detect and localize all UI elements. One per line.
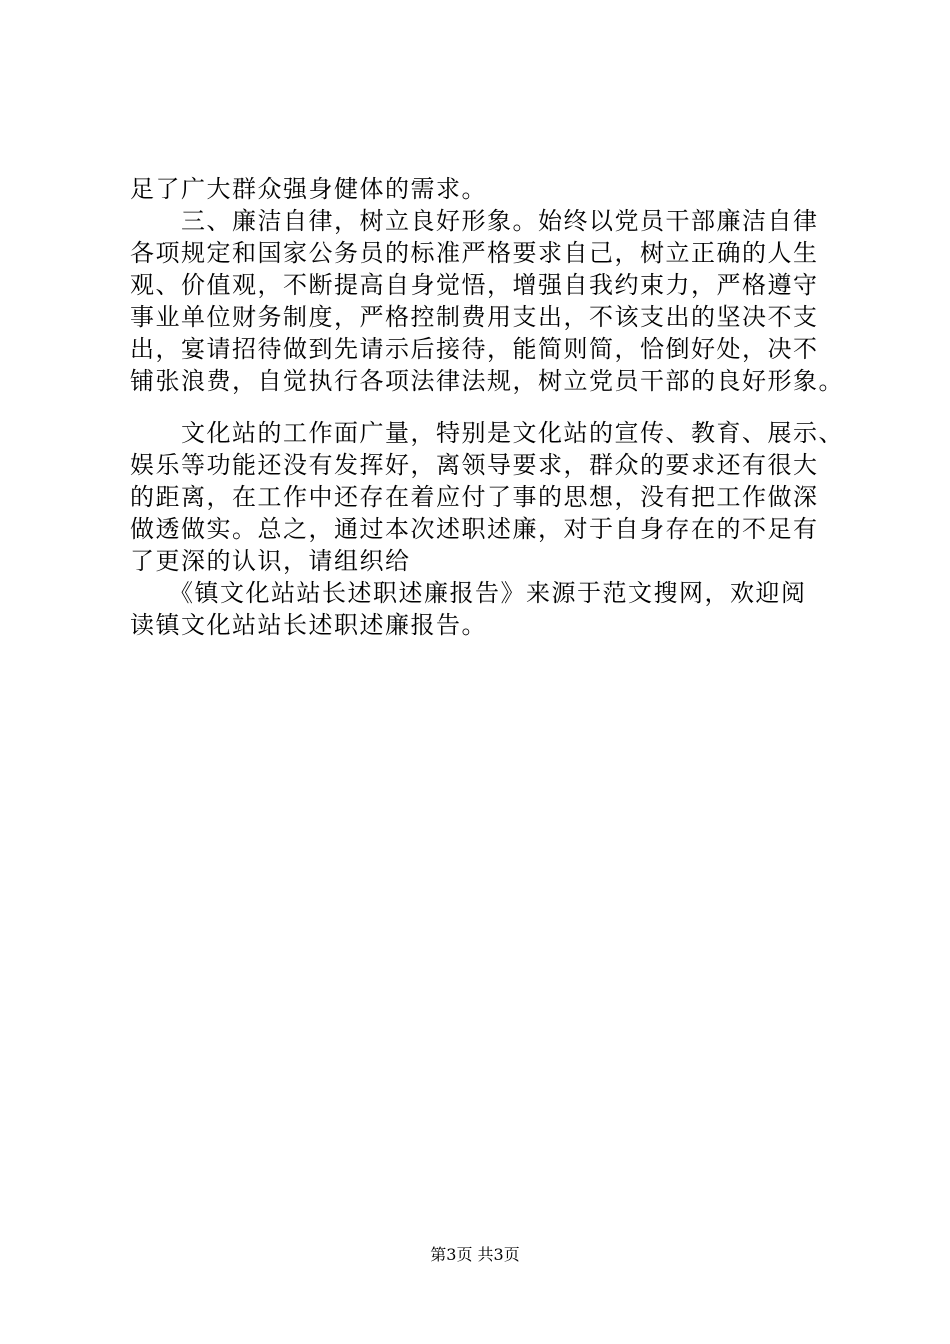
text-line: 的距离，在工作中还存在着应付了事的思想，没有把工作做深 [130, 483, 819, 511]
text-line: 出，宴请招待做到先请示后接待，能简则简，恰倒好处，决不 [130, 335, 819, 363]
text-line: 铺张浪费，自觉执行各项法律法规，树立党员干部的良好形象。 [130, 367, 844, 395]
document-body [130, 173, 844, 641]
text-line: 《镇文化站站长述职述廉报告》来源于范文搜网，欢迎阅 [130, 579, 807, 607]
text-line: 事业单位财务制度，严格控制费用支出，不该支出的坚决不支 [130, 303, 819, 331]
paragraph-gap [130, 397, 830, 417]
text-line: 娱乐等功能还没有发挥好，离领导要求，群众的要求还有很大 [130, 451, 819, 479]
paragraph-continuation [130, 173, 830, 205]
text-line: 文化站的工作面广量，特别是文化站的宣传、教育、展示、 [130, 419, 844, 447]
paragraph-source-note [130, 577, 830, 641]
paragraph-integrity [130, 205, 844, 397]
text-line: 读镇文化站站长述职述廉报告。 [130, 611, 487, 639]
text-line: 足了广大群众强身健体的需求。 [130, 175, 487, 203]
paragraph-shortcomings [130, 417, 844, 577]
text-line: 观、价值观，不断提高自身觉悟，增强自我约束力，严格遵守 [130, 271, 819, 299]
text-line: 做透做实。总之，通过本次述职述廉，对于自身存在的不足有 [130, 515, 819, 543]
text-line: 了更深的认识，请组织给 [130, 547, 411, 575]
page-number-footer: 第3页 共3页 [430, 1245, 520, 1264]
text-line: 三、廉洁自律，树立良好形象。始终以党员干部廉洁自律 [130, 207, 819, 235]
text-line: 各项规定和国家公务员的标准严格要求自己，树立正确的人生 [130, 239, 819, 267]
